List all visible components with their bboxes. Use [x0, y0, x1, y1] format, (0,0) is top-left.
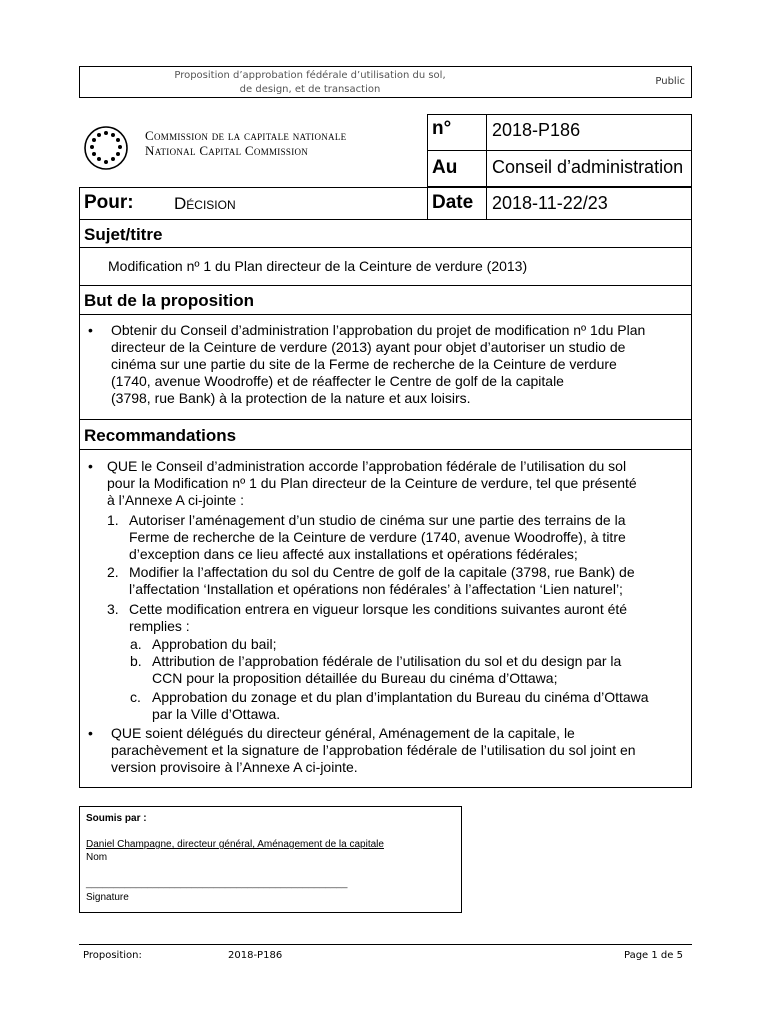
purpose-text: Obtenir du Conseil d’administration l’approbation du projet de modification nº 1du Plan directeur de la Ceinture de verdure (2013) ayant pour objet d’autoriser un studio de cinéma sur une partie du site de la Ferme de recherche de la Ceinture de verdure (1740, avenue Woodroffe) et de réaffecter le Centre de golf de la capitale (3798, rue Bank) à la protection de la nature et aux loisirs.: [111, 322, 646, 406]
date-label: Date: [432, 192, 474, 213]
name-label: Nom: [86, 852, 108, 863]
ncc-logo-icon: [82, 124, 130, 172]
subject-heading: Sujet/titre: [84, 225, 163, 244]
recommendation-1: QUE le Conseil d’administration accorde l’approbation fédérale de l’utilisation du sol pour la Modification nº 1 du Plan directeur de la Ceinture de verdure, tel que présenté à l’Annexe A ci-jointe :: [107, 458, 637, 508]
signature-line: _______________________________________________: [86, 878, 348, 889]
bullet-icon: •: [88, 458, 93, 474]
lettered-item: Approbation du bail;: [152, 636, 277, 652]
number-value: 2018-P186: [492, 120, 581, 140]
list-number: 1.: [107, 512, 119, 528]
list-letter: b.: [130, 653, 142, 669]
list-number: 2.: [107, 564, 119, 580]
submitted-heading: Soumis par :: [86, 813, 147, 824]
date-value: 2018-11-22/23: [492, 193, 608, 213]
organization-name: Commission de la capitale nationale National Capital Commission: [145, 128, 347, 158]
recipient-label: Au: [432, 157, 458, 178]
purpose-heading: But de la proposition: [84, 291, 254, 310]
numbered-item: Modifier la l’affectation du sol du Centre de golf de la capitale (3798, rue Bank) de l’affectation ‘Installation et opérations non fédérales’ à l’affectation ‘Lien naturel’;: [129, 564, 635, 597]
numbered-item: Cette modification entrera en vigueur lorsque les conditions suivantes auront été remplies :: [129, 601, 628, 634]
recommendation-2: QUE soient délégués du directeur général, Aménagement de la capitale, le parachèvement et la signature de l’approbation fédérale de l’utilisation du sol joint en version provisoire à l’Annexe A ci-jointe.: [111, 725, 636, 775]
subject-text: Modification nº 1 du Plan directeur de la Ceinture de verdure (2013): [108, 258, 528, 274]
lettered-item: Attribution de l’approbation fédérale de l’utilisation du sol et du design par la CCN pour la proposition détaillée du Bureau du cinéma d’Ottawa;: [152, 653, 622, 686]
list-number: 3.: [107, 601, 119, 617]
purpose-type-value: Décision: [174, 194, 236, 213]
bullet-icon: •: [88, 322, 93, 338]
lettered-item: Approbation du zonage et du plan d’implantation du Bureau du cinéma d’Ottawa par la Ville d’Ottawa.: [152, 689, 649, 722]
recommendations-heading: Recommandations: [84, 426, 237, 445]
header-title: Proposition d’approbation fédérale d’utilisation du sol, de design, et de transaction: [174, 70, 446, 95]
footer-number: 2018-P186: [228, 950, 283, 961]
footer-rule: [79, 944, 692, 945]
list-letter: c.: [130, 689, 141, 705]
list-letter: a.: [130, 636, 142, 652]
numbered-item: Autoriser l’aménagement d’un studio de cinéma sur une partie des terrains de la Ferme de recherche de la Ceinture de verdure (1740, avenue Woodroffe), à titre d’exception dans ce lieu affecté aux installations et opérations fédérales;: [129, 512, 626, 562]
classification-label: Public: [655, 76, 685, 87]
document-header: [79, 66, 692, 98]
page-number: Page 1 de 5: [624, 950, 683, 961]
purpose-type-label: Pour:: [84, 192, 134, 213]
recipient-value: Conseil d’administration: [492, 157, 684, 177]
submitter-name: Daniel Champagne, directeur général, Aménagement de la capitale: [86, 839, 384, 850]
bullet-icon: •: [88, 725, 93, 741]
signature-label: Signature: [86, 892, 129, 903]
footer-label: Proposition:: [83, 950, 142, 961]
number-label: n°: [432, 118, 452, 139]
